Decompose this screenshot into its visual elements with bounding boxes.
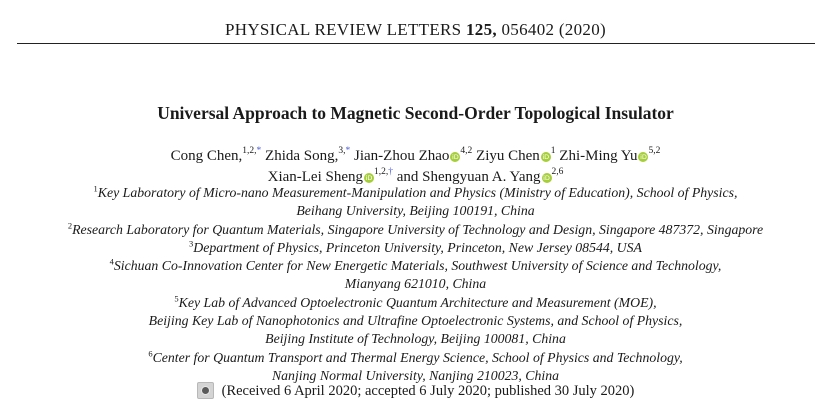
publication-history bbox=[0, 382, 831, 400]
author[interactable]: and Shengyuan A. Yang iD$^{2,6}$ bbox=[396, 167, 564, 185]
author[interactable]: Zhida Song,$^{3,*}$ bbox=[265, 146, 351, 164]
author[interactable]: Xian-Lei Sheng $iD^{1,2,\dagger}$ bbox=[267, 167, 393, 185]
journal-header bbox=[0, 20, 831, 40]
orcid-icon[interactable]: iD bbox=[452, 153, 459, 161]
author[interactable]: Cong Chen,$^{1,2,*}$ bbox=[170, 146, 262, 164]
orcid-icon[interactable]: iD bbox=[543, 174, 550, 182]
affiliation-2: $^2$Research Laboratory for Quantum Materials, Singapore University of Technology and Design, Singapore 487372, Singapore bbox=[67, 220, 764, 237]
orcid-icon[interactable]: iD bbox=[542, 153, 550, 161]
affiliation-5-cont-2: Beijing Institute of Technology, Beijing 100081, China bbox=[265, 331, 566, 347]
author-line-1 bbox=[0, 146, 831, 167]
received-dates: (Received 6 April 2020; accepted 6 July 2020; published 30 July 2020) bbox=[221, 383, 635, 399]
footnote-mark[interactable]: * bbox=[345, 146, 351, 156]
affiliation-3: $^3$Department of Physics, Princeton University, Princeton, New Jersey 08544, USA bbox=[189, 238, 642, 255]
affiliation-5-cont-1: Beijing Key Lab of Nanophotonics and Ultrafine Optoelectronic Systems, and School of Physics, bbox=[148, 313, 683, 329]
orcid-icon[interactable]: iD bbox=[640, 153, 647, 161]
affiliation-1-cont: Beihang University, Beijing 100191, China bbox=[296, 203, 535, 219]
author-list bbox=[0, 146, 831, 188]
affiliation-4-cont: Mianyang 621010, China bbox=[344, 276, 487, 292]
affiliation-6: $^6$Center for Quantum Transport and Thermal Energy Science, School of Physics and Technology, bbox=[148, 348, 683, 365]
header-rule bbox=[17, 43, 815, 44]
affiliation-4: $^4$Sichuan Co-Innovation Center for New Energetic Materials, Southwest University of Science and Technology, bbox=[109, 256, 722, 274]
journal-volume: 125, bbox=[465, 20, 497, 39]
footnote-mark[interactable]: * bbox=[256, 146, 262, 156]
author[interactable]: Ziyu Chen $iD^1$ bbox=[476, 146, 556, 164]
affiliation-list bbox=[0, 184, 831, 385]
paper-title: Universal Approach to Magnetic Second-Order Topological Insulator bbox=[157, 103, 674, 123]
affiliation-1: $^1$Key Laboratory of Micro-nano Measurement-Manipulation and Physics (Ministry of Education), School of Physics, bbox=[93, 183, 738, 200]
author[interactable]: Jian-Zhou Zhao iD$^{4,2}$ bbox=[354, 146, 473, 164]
orcid-icon[interactable]: iD bbox=[365, 174, 373, 182]
affiliation-5: $^5$Key Lab of Advanced Optoelectronic Quantum Architecture and Measurement (MOE), bbox=[174, 293, 657, 310]
journal-name: PHYSICAL REVIEW LETTERS bbox=[225, 20, 462, 39]
journal-pages-year: 056402 (2020) bbox=[501, 20, 606, 39]
affiliation-6-cont: Nanjing Normal University, Nanjing 210023, China bbox=[271, 367, 560, 383]
footnote-mark[interactable]: † bbox=[388, 167, 393, 177]
author[interactable]: Zhi-Ming Yu iD$^{5,2}$ bbox=[559, 146, 661, 164]
crossmark-icon[interactable] bbox=[197, 382, 214, 399]
